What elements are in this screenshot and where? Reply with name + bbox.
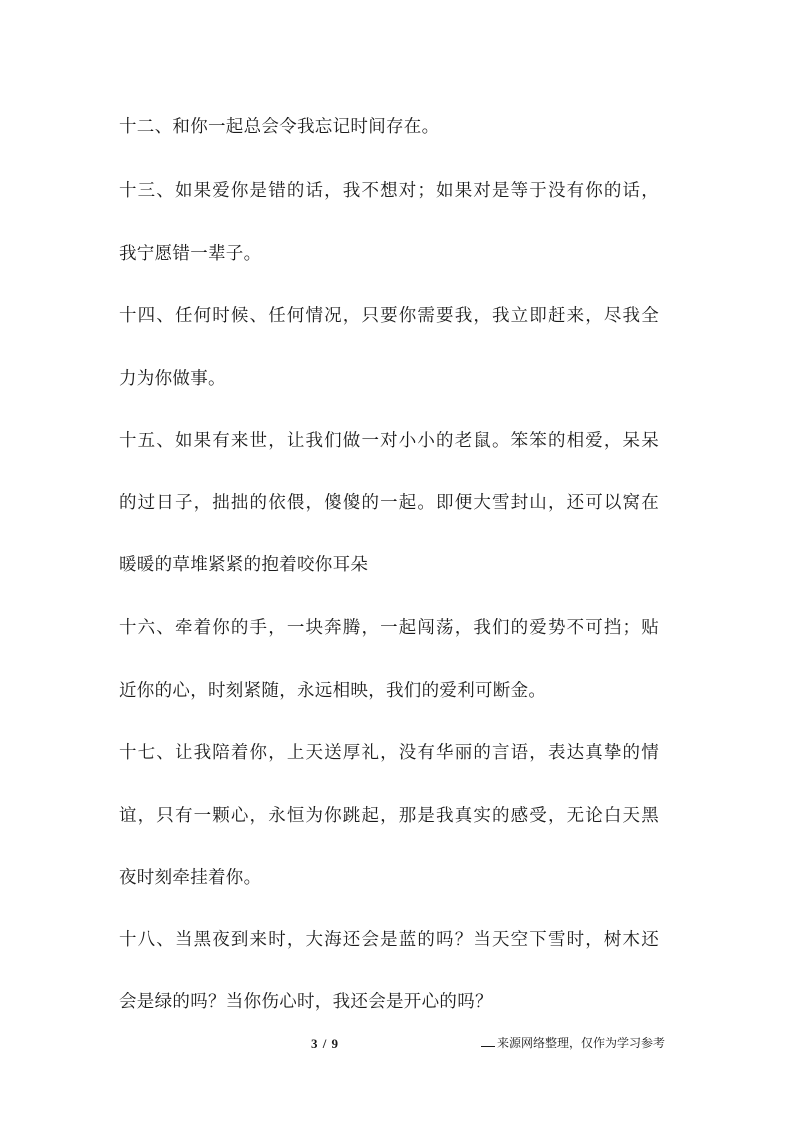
text-line: 十六、牵着你的手，一块奔腾，一起闯荡，我们的爱势不可挡；贴 bbox=[119, 618, 659, 638]
text-line: 十五、如果有来世，让我们做一对小小的老鼠。笨笨的相爱，呆呆 bbox=[119, 431, 659, 451]
text-line: 十四、任何时候、任何情况，只要你需要我，我立即赶来，尽我全 bbox=[119, 306, 659, 326]
text-line: 的过日子，拙拙的依偎，傻傻的一起。即便大雪封山，还可以窝在 bbox=[119, 493, 659, 513]
text-line: 近你的心，时刻紧随，永远相映，我们的爱利可断金。 bbox=[119, 681, 547, 701]
underline-blank bbox=[481, 1046, 495, 1047]
text-line: 十七、让我陪着你，上天送厚礼，没有华丽的言语，表达真挚的情 bbox=[119, 743, 659, 763]
page-number: 3 / 9 bbox=[310, 1036, 340, 1051]
text-line: 谊，只有一颗心，永恒为你跳起，那是我真实的感受，无论白天黑 bbox=[119, 806, 659, 826]
text-line: 我宁愿错一辈子。 bbox=[119, 244, 262, 264]
text-line: 暖暖的草堆紧紧的抱着咬你耳朵 bbox=[119, 555, 369, 575]
text-line: 十二、和你一起总会令我忘记时间存在。 bbox=[119, 117, 440, 137]
text-line: 力为你做事。 bbox=[119, 369, 226, 389]
text-line: 十八、当黑夜到来时，大海还会是蓝的吗？当天空下雪时，树木还 bbox=[119, 930, 659, 950]
text-line: 会是绿的吗？当你伤心时，我还会是开心的吗？ bbox=[119, 992, 493, 1012]
text-line: 夜时刻牵挂着你。 bbox=[119, 868, 262, 888]
source-note bbox=[481, 1034, 665, 1051]
text-line: 十三、如果爱你是错的话，我不想对；如果对是等于没有你的话， bbox=[119, 181, 659, 201]
source-note-text: 来源网络整理，仅作为学习参考 bbox=[497, 1036, 666, 1050]
